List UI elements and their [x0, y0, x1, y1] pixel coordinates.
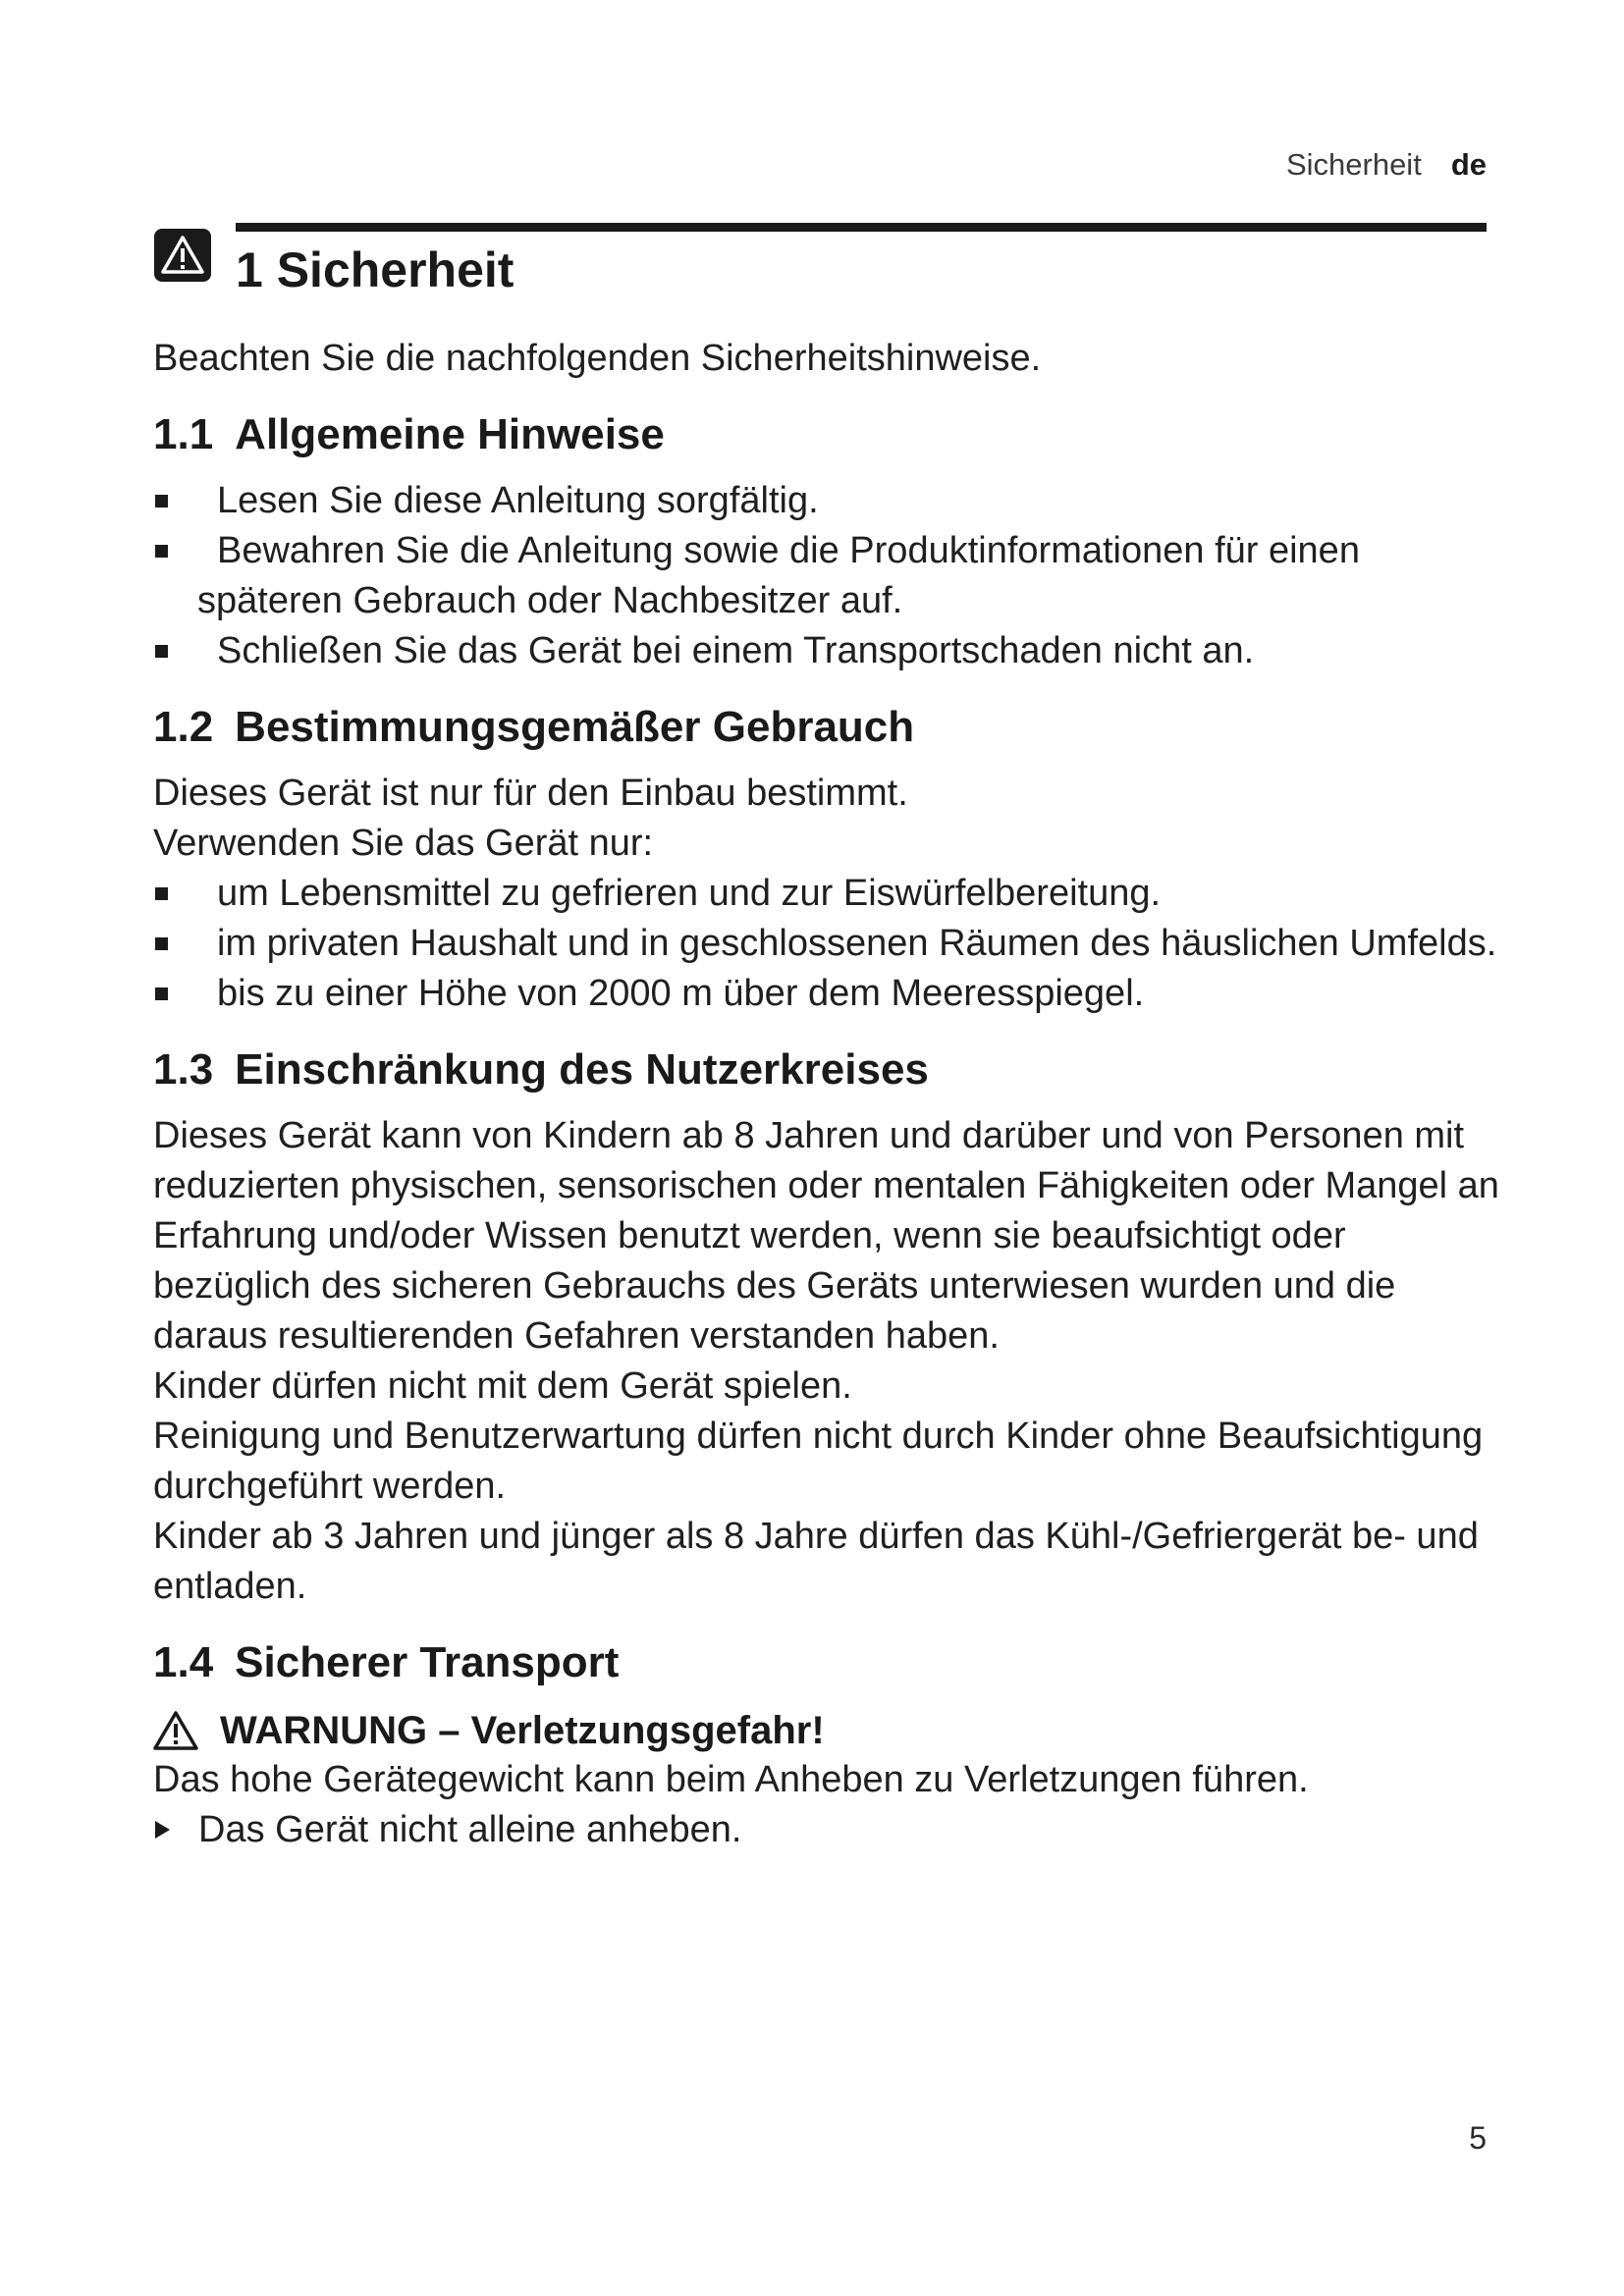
list-item: im privaten Haushalt und in geschlossenen Räumen des häuslichen Umfelds. [153, 919, 1508, 969]
paragraph: Reinigung und Benutzerwartung dürfen nicht durch Kinder ohne Beaufsichtigung durchgeführt werden. [153, 1415, 1484, 1507]
section-heading-1-4 [153, 1633, 1508, 1692]
section-title: Sicherer Transport [235, 1638, 620, 1686]
running-header [1286, 147, 1487, 183]
list-item: Bewahren Sie die Anleitung sowie die Produktinformationen für einen späteren Gebrauch oder Nachbesitzer auf. [153, 526, 1508, 626]
square-bullet-icon [155, 545, 168, 558]
list-item: um Lebensmittel zu gefrieren und zur Eiswürfelbereitung. [153, 869, 1508, 919]
chapter-title: 1 Sicherheit [236, 242, 514, 297]
section-number: 1.3 [153, 1045, 214, 1094]
intended-use-list [153, 869, 1508, 1019]
paragraph: Dieses Gerät ist nur für den Einbau bestimmt. [153, 773, 908, 814]
square-bullet-icon [155, 988, 168, 1000]
warning-icon [153, 1710, 198, 1751]
page-content [153, 334, 1508, 1855]
warning-heading [153, 1706, 1508, 1755]
section-number: 1.1 [153, 410, 214, 458]
section-heading-1-1 [153, 405, 1508, 464]
warning-triangle-icon [153, 228, 212, 283]
paragraph: Dieses Gerät kann von Kindern ab 8 Jahren und darüber und von Personen mit reduzierten physischen, sensorischen oder mentalen Fähigkeiten oder Mangel an Erfahrung und/oder Wissen benutzt werden, wenn sie beaufsichtigt oder bezüglich des sicheren Gebrauchs des Geräts unterwiesen wurden und die daraus resultierenden Gefahren verstanden haben. [153, 1115, 1499, 1357]
list-item: Schließen Sie das Gerät bei einem Transportschaden nicht an. [153, 626, 1508, 676]
header-language: de [1450, 147, 1487, 182]
square-bullet-icon [155, 937, 168, 950]
square-bullet-icon [155, 887, 168, 900]
list-item: Lesen Sie diese Anleitung sorgfältig. [153, 476, 1508, 526]
step-arrow-icon [155, 1821, 170, 1839]
general-notes-list [153, 476, 1508, 676]
square-bullet-icon [155, 645, 168, 658]
section-heading-1-2 [153, 698, 1508, 757]
list-item: bis zu einer Höhe von 2000 m über dem Meeresspiegel. [153, 969, 1508, 1019]
header-section: Sicherheit [1285, 147, 1422, 182]
warning-label: WARNUNG – Verletzungsgefahr! [220, 1709, 825, 1752]
square-bullet-icon [155, 495, 168, 507]
section-title: Einschränkung des Nutzerkreises [235, 1045, 929, 1094]
intro-text: Beachten Sie die nachfolgenden Sicherheitshinweise. [153, 338, 1042, 379]
paragraph: Verwenden Sie das Gerät nur: [153, 823, 654, 864]
section-number: 1.4 [153, 1638, 214, 1686]
paragraph: Kinder ab 3 Jahren und jünger als 8 Jahre dürfen das Kühl-/Gefriergerät be- und entladen. [153, 1516, 1479, 1607]
section-number: 1.2 [153, 703, 214, 751]
section-title: Allgemeine Hinweise [235, 410, 665, 458]
section-heading-1-3 [153, 1041, 1508, 1099]
warning-text: Das hohe Gerätegewicht kann beim Anheben zu Verletzungen führen. [153, 1759, 1309, 1800]
section-title: Bestimmungsgemäßer Gebrauch [235, 703, 915, 751]
paragraph: Kinder dürfen nicht mit dem Gerät spielen. [153, 1365, 852, 1407]
instruction-step: Das Gerät nicht alleine anheben. [153, 1805, 1508, 1855]
page-number: 5 [1469, 2120, 1487, 2156]
chapter-rule [236, 223, 1487, 232]
